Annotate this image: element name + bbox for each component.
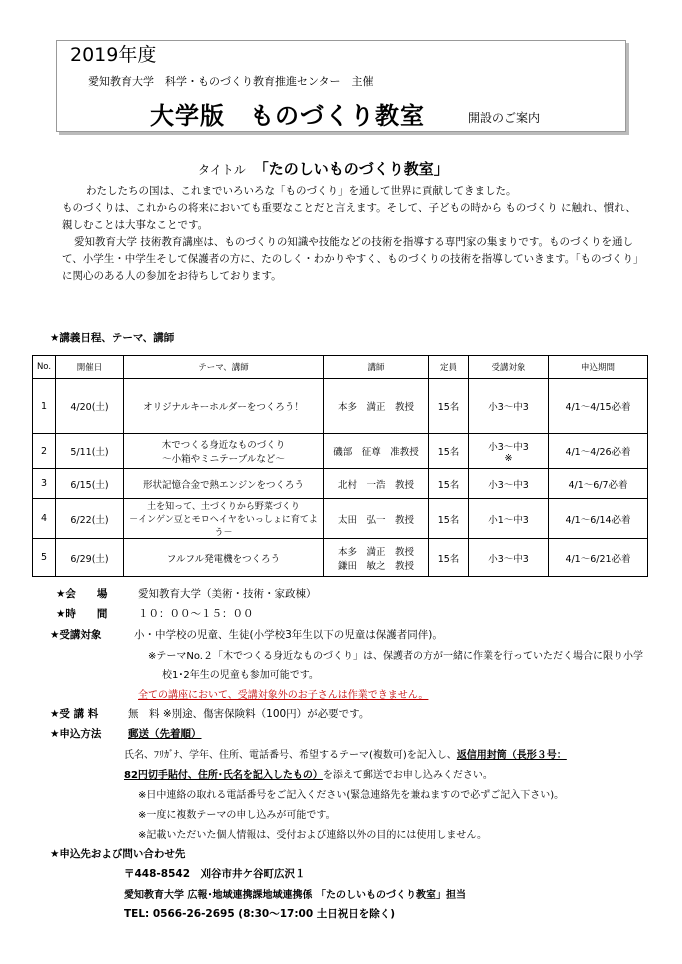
col-header-lecturer: 講師 [324, 356, 429, 379]
table-row [33, 379, 648, 434]
schedule-heading: ★講義日程、テーマ、講師 [50, 332, 175, 344]
row-theme [124, 434, 324, 469]
intro-paragraph: 愛知教育大学 技術教育講座は、ものづくりの知識や技能などの技術を指導する専門家の集まりです。ものづくりを通して、小学生・中学生そして保護者の方に、たのしく・わかりやすく、ものづくりの技術を指導していきます。「ものづくり」に関心のある人の参加をお待ちしております。 [62, 236, 644, 282]
apply-instructions [124, 746, 567, 761]
row-lecturer-line: 本多 満正 教授 [337, 546, 414, 558]
target-note: 校1･2年生の児童も参加可能です。 [162, 670, 319, 681]
row-capacity: 15名 [429, 379, 469, 434]
apply-instructions [124, 766, 493, 781]
fee-value: 無 料 ※別途、傷害保険料（100円）が必要です。 [128, 708, 370, 720]
row-capacity: 15名 [429, 434, 469, 469]
row-theme: オリジナルキーホルダーをつくろう！ [124, 379, 324, 434]
course-title [198, 158, 449, 179]
col-header-no: No. [33, 356, 56, 379]
row-capacity: 15名 [429, 499, 469, 539]
fee-label: ★受 講 料 [50, 708, 99, 720]
row-target: 小1～中3 [469, 499, 549, 539]
apply-note: ※記載いただいた個人情報は、受付および連絡以外の目的には使用しません。 [138, 830, 487, 841]
target-note: ※テーマNo.２「木でつくる身近なものづくり」は、保護者の方が一緒に作業を行っていただく場合に限り小学 [148, 651, 643, 662]
venue-value: 愛知教育大学（美術・技術・家政棟） [138, 588, 317, 600]
col-header-period: 申込期間 [549, 356, 648, 379]
col-header-theme: テーマ、講師 [124, 356, 324, 379]
apply-note: ※一度に複数テーマの申し込みが可能です。 [138, 810, 336, 821]
row-capacity: 15名 [429, 539, 469, 577]
venue-label: ★会 場 [56, 588, 108, 600]
row-no: 5 [33, 539, 56, 577]
row-no: 2 [33, 434, 56, 469]
contact-label: ★申込先および問い合わせ先 [50, 848, 186, 860]
col-header-date: 開催日 [56, 356, 124, 379]
time-label: ★時 間 [56, 608, 108, 620]
row-date: 6/22(土) [56, 499, 124, 539]
contact-tel: TEL: 0566-26-2695 (8:30～17:00 土日祝日を除く) [124, 908, 396, 920]
apply-text: を添えて郵送でお申し込みください。 [322, 770, 493, 781]
row-target: 小3～中3 [469, 539, 549, 577]
row-period: 4/1～4/15必着 [549, 379, 648, 434]
table-row [33, 539, 648, 577]
row-theme-line: －インゲン豆とモロヘイヤをいっしょに育てよう－ [129, 515, 318, 538]
table-row [33, 469, 648, 499]
row-lecturer: 北村 一浩 教授 [324, 469, 429, 499]
row-target-note: ※ [504, 452, 513, 464]
row-no: 1 [33, 379, 56, 434]
row-lecturer [324, 539, 429, 577]
target-value: 小・中学校の児童、生徒(小学校3年生以下の児童は保護者同伴)。 [134, 629, 443, 641]
row-capacity: 15名 [429, 469, 469, 499]
year-label: 2019年度 [70, 44, 157, 66]
row-date: 6/15(土) [56, 469, 124, 499]
row-theme: フルフル発電機をつくろう [124, 539, 324, 577]
row-lecturer: 本多 満正 教授 [324, 379, 429, 434]
row-date: 6/29(土) [56, 539, 124, 577]
intro-paragraph: ものづくりは、これからの将来においても重要なことだと言えます。そして、子どもの時から ものづくり に触れ、慣れ、親しむことは大事なことです。 [62, 202, 636, 231]
row-theme-line: 土を知って、土づくりから野菜づくり [147, 502, 300, 512]
target-warning: 全ての講座において、受講対象外のお子さんは作業できません。 [138, 690, 429, 701]
table-row [33, 434, 648, 469]
intro-text [62, 183, 644, 285]
row-no: 4 [33, 499, 56, 539]
apply-envelope: 返信用封筒（長形３号： [456, 750, 567, 761]
contact-dept: 愛知教育大学 広報･地域連携課地域連携係 「たのしいものづくり教室」担当 [124, 890, 466, 901]
row-lecturer: 太田 弘一 教授 [324, 499, 429, 539]
row-period: 4/1～4/26必着 [549, 434, 648, 469]
apply-envelope: 82円切手貼付、住所･氏名を記入したもの） [124, 770, 323, 781]
row-date: 5/11(土) [56, 434, 124, 469]
intro-paragraph: わたしたちの国は、これまでいろいろな「ものづくり」を通して世界に貢献してきました。 [86, 185, 517, 197]
course-title-label: タイトル [198, 163, 246, 177]
row-target: 小3～中3 [469, 379, 549, 434]
apply-label: ★申込方法 [50, 728, 102, 740]
row-lecturer-line: 鎌田 敏之 教授 [337, 560, 414, 572]
row-theme-line: ～小箱やミニテーブルなど～ [162, 454, 285, 465]
row-no: 3 [33, 469, 56, 499]
row-theme: 形状記憶合金で熱エンジンをつくろう [124, 469, 324, 499]
col-header-capacity: 定員 [429, 356, 469, 379]
row-target: 小3～中3 [469, 469, 549, 499]
apply-note: ※日中連絡の取れる電話番号をご記入ください(緊急連絡先を兼ねますので必ずご記入下さい)。 [138, 790, 565, 801]
row-target-line: 小3～中3 [488, 441, 529, 453]
page-title: 大学版 ものづくり教室 [150, 102, 425, 130]
row-target [469, 434, 549, 469]
row-period: 4/1～6/14必着 [549, 499, 648, 539]
col-header-target: 受講対象 [469, 356, 549, 379]
table-row [33, 499, 648, 539]
row-theme [124, 499, 324, 539]
organizer-label: 愛知教育大学 科学・ものづくり教育推進センター 主催 [88, 75, 374, 88]
time-value: １０：００～１５：００ [138, 608, 254, 620]
apply-text: 氏名、ﾌﾘｶﾞﾅ、学年、住所、電話番号、希望するテーマ(複数可)を記入し、 [124, 750, 457, 761]
schedule-table [32, 355, 648, 577]
target-label: ★受講対象 [50, 629, 102, 641]
apply-method: 郵送（先着順） [128, 728, 202, 740]
row-theme-line: 木でつくる身近なものづくり [161, 440, 286, 451]
row-period: 4/1～6/21必着 [549, 539, 648, 577]
row-period: 4/1～6/7必着 [549, 469, 648, 499]
table-header-row [33, 356, 648, 379]
page-subtitle: 開設のご案内 [468, 111, 541, 125]
row-date: 4/20(土) [56, 379, 124, 434]
row-lecturer: 磯部 征尊 准教授 [324, 434, 429, 469]
contact-postal: 〒448-8542 刈谷市井ケ谷町広沢１ [124, 868, 306, 880]
course-title-value: 「たのしいものづくり教室」 [253, 160, 449, 178]
